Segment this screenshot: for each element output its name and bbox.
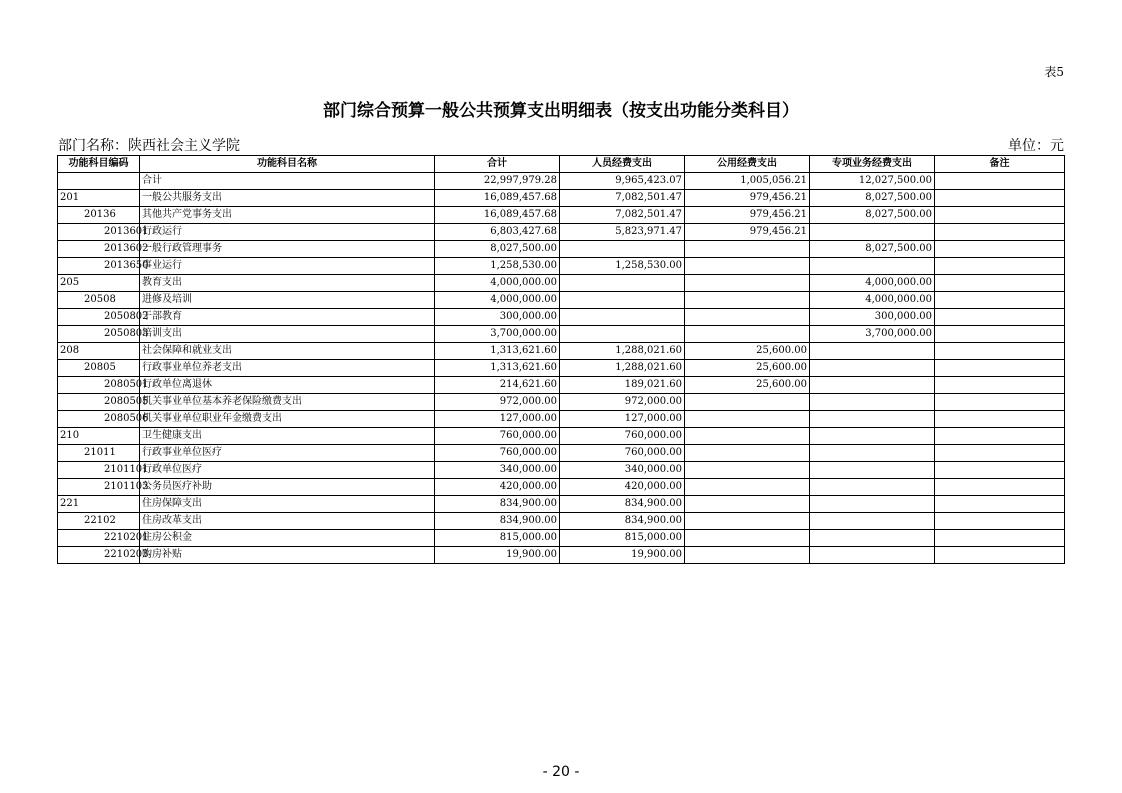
cell-public [685, 292, 810, 309]
cell-name: 事业运行 [140, 258, 435, 275]
cell-code: 21011 [58, 445, 140, 462]
cell-total: 4,000,000.00 [435, 275, 560, 292]
table-row [58, 360, 1065, 377]
table-row [58, 224, 1065, 241]
cell-code: 2050803 [58, 326, 140, 343]
cell-personnel: 760,000.00 [560, 428, 685, 445]
cell-special: 3,700,000.00 [810, 326, 935, 343]
cell-name: 行政运行 [140, 224, 435, 241]
cell-total: 4,000,000.00 [435, 292, 560, 309]
cell-special [810, 479, 935, 496]
cell-code: 2210203 [58, 547, 140, 564]
cell-public [685, 428, 810, 445]
cell-code: 210 [58, 428, 140, 445]
cell-special [810, 496, 935, 513]
cell-public [685, 241, 810, 258]
cell-code: 2101101 [58, 462, 140, 479]
cell-personnel: 1,258,530.00 [560, 258, 685, 275]
table-number: 表5 [1044, 65, 1064, 79]
department-label: 部门名称：陕西社会主义学院 [58, 138, 240, 154]
cell-total: 760,000.00 [435, 445, 560, 462]
cell-code: 2210201 [58, 530, 140, 547]
cell-public: 25,600.00 [685, 377, 810, 394]
cell-public: 25,600.00 [685, 343, 810, 360]
cell-code: 205 [58, 275, 140, 292]
cell-special [810, 513, 935, 530]
cell-code: 201 [58, 190, 140, 207]
table-row [58, 479, 1065, 496]
cell-personnel: 834,900.00 [560, 496, 685, 513]
cell-total: 6,803,427.68 [435, 224, 560, 241]
cell-special: 8,027,500.00 [810, 190, 935, 207]
table-body [58, 173, 1065, 564]
cell-personnel: 127,000.00 [560, 411, 685, 428]
table-row [58, 241, 1065, 258]
cell-code: 2080506 [58, 411, 140, 428]
cell-public [685, 547, 810, 564]
cell-name: 培训支出 [140, 326, 435, 343]
cell-name: 机关事业单位基本养老保险缴费支出 [140, 394, 435, 411]
cell-name: 住房保障支出 [140, 496, 435, 513]
cell-code [58, 173, 140, 190]
cell-code: 22102 [58, 513, 140, 530]
cell-public [685, 309, 810, 326]
cell-total: 1,313,621.60 [435, 360, 560, 377]
cell-public [685, 275, 810, 292]
cell-special: 300,000.00 [810, 309, 935, 326]
cell-personnel [560, 309, 685, 326]
cell-total: 19,900.00 [435, 547, 560, 564]
cell-special [810, 377, 935, 394]
cell-total: 214,621.60 [435, 377, 560, 394]
cell-special [810, 411, 935, 428]
cell-total: 972,000.00 [435, 394, 560, 411]
table-row [58, 258, 1065, 275]
cell-name: 行政事业单位医疗 [140, 445, 435, 462]
header-name: 功能科目名称 [140, 156, 435, 173]
cell-code: 2013650 [58, 258, 140, 275]
cell-name: 住房公积金 [140, 530, 435, 547]
cell-code: 2080505 [58, 394, 140, 411]
table-row [58, 547, 1065, 564]
cell-special [810, 360, 935, 377]
cell-note [935, 190, 1065, 207]
cell-public: 979,456.21 [685, 224, 810, 241]
cell-name: 合计 [140, 173, 435, 190]
cell-code: 208 [58, 343, 140, 360]
cell-note [935, 343, 1065, 360]
cell-note [935, 292, 1065, 309]
cell-public [685, 479, 810, 496]
cell-personnel: 7,082,501.47 [560, 190, 685, 207]
cell-public: 1,005,056.21 [685, 173, 810, 190]
unit-label: 单位：元 [1008, 138, 1064, 154]
cell-note [935, 428, 1065, 445]
header-public: 公用经费支出 [685, 156, 810, 173]
cell-total: 834,900.00 [435, 496, 560, 513]
table-row [58, 292, 1065, 309]
header-special: 专项业务经费支出 [810, 156, 935, 173]
cell-special: 8,027,500.00 [810, 241, 935, 258]
cell-name: 行政事业单位养老支出 [140, 360, 435, 377]
cell-personnel [560, 275, 685, 292]
cell-personnel: 420,000.00 [560, 479, 685, 496]
cell-name: 行政单位医疗 [140, 462, 435, 479]
cell-personnel: 815,000.00 [560, 530, 685, 547]
cell-personnel: 189,021.60 [560, 377, 685, 394]
cell-total: 1,313,621.60 [435, 343, 560, 360]
cell-total: 127,000.00 [435, 411, 560, 428]
cell-personnel: 9,965,423.07 [560, 173, 685, 190]
cell-special: 8,027,500.00 [810, 207, 935, 224]
cell-note [935, 479, 1065, 496]
cell-total: 1,258,530.00 [435, 258, 560, 275]
cell-note [935, 224, 1065, 241]
cell-personnel: 834,900.00 [560, 513, 685, 530]
table-row [58, 275, 1065, 292]
cell-personnel: 7,082,501.47 [560, 207, 685, 224]
table-row [58, 462, 1065, 479]
cell-special: 12,027,500.00 [810, 173, 935, 190]
cell-name: 公务员医疗补助 [140, 479, 435, 496]
cell-special: 4,000,000.00 [810, 275, 935, 292]
cell-special [810, 547, 935, 564]
cell-note [935, 173, 1065, 190]
cell-public [685, 496, 810, 513]
cell-note [935, 513, 1065, 530]
cell-code: 2013602 [58, 241, 140, 258]
cell-total: 420,000.00 [435, 479, 560, 496]
cell-total: 760,000.00 [435, 428, 560, 445]
cell-personnel [560, 326, 685, 343]
cell-personnel: 19,900.00 [560, 547, 685, 564]
table-row [58, 377, 1065, 394]
cell-total: 340,000.00 [435, 462, 560, 479]
cell-special: 4,000,000.00 [810, 292, 935, 309]
cell-note [935, 275, 1065, 292]
header-code: 功能科目编码 [58, 156, 140, 173]
table-row [58, 190, 1065, 207]
cell-personnel [560, 241, 685, 258]
cell-public [685, 445, 810, 462]
cell-name: 社会保障和就业支出 [140, 343, 435, 360]
cell-note [935, 530, 1065, 547]
cell-public [685, 258, 810, 275]
cell-total: 834,900.00 [435, 513, 560, 530]
cell-personnel: 340,000.00 [560, 462, 685, 479]
page-number: - 20 - [542, 764, 580, 780]
table-row [58, 513, 1065, 530]
cell-personnel: 1,288,021.60 [560, 343, 685, 360]
cell-code: 2013601 [58, 224, 140, 241]
cell-special [810, 530, 935, 547]
cell-total: 8,027,500.00 [435, 241, 560, 258]
cell-total: 16,089,457.68 [435, 207, 560, 224]
cell-note [935, 496, 1065, 513]
cell-name: 进修及培训 [140, 292, 435, 309]
cell-name: 住房改革支出 [140, 513, 435, 530]
cell-note [935, 445, 1065, 462]
cell-public [685, 530, 810, 547]
cell-total: 3,700,000.00 [435, 326, 560, 343]
table-row [58, 496, 1065, 513]
cell-public [685, 411, 810, 428]
table-row [58, 207, 1065, 224]
cell-note [935, 411, 1065, 428]
cell-name: 一般行政管理事务 [140, 241, 435, 258]
cell-code: 20805 [58, 360, 140, 377]
cell-public [685, 326, 810, 343]
cell-personnel: 1,288,021.60 [560, 360, 685, 377]
cell-note [935, 309, 1065, 326]
cell-special [810, 445, 935, 462]
table-row [58, 309, 1065, 326]
cell-public [685, 462, 810, 479]
cell-personnel: 5,823,971.47 [560, 224, 685, 241]
cell-name: 行政单位离退休 [140, 377, 435, 394]
cell-name: 购房补贴 [140, 547, 435, 564]
cell-total: 300,000.00 [435, 309, 560, 326]
cell-note [935, 326, 1065, 343]
page-title: 部门综合预算一般公共预算支出明细表（按支出功能分类科目） [323, 101, 799, 121]
cell-name: 其他共产党事务支出 [140, 207, 435, 224]
cell-note [935, 207, 1065, 224]
cell-code: 20508 [58, 292, 140, 309]
cell-note [935, 241, 1065, 258]
cell-code: 20136 [58, 207, 140, 224]
cell-name: 机关事业单位职业年金缴费支出 [140, 411, 435, 428]
cell-public: 979,456.21 [685, 207, 810, 224]
table-row [58, 343, 1065, 360]
header-personnel: 人员经费支出 [560, 156, 685, 173]
cell-note [935, 462, 1065, 479]
table-header-row [58, 156, 1065, 173]
cell-code: 2050802 [58, 309, 140, 326]
cell-public [685, 513, 810, 530]
header-note: 备注 [935, 156, 1065, 173]
budget-table [57, 155, 1065, 564]
cell-public: 979,456.21 [685, 190, 810, 207]
header-total: 合计 [435, 156, 560, 173]
cell-special [810, 258, 935, 275]
cell-note [935, 258, 1065, 275]
cell-name: 干部教育 [140, 309, 435, 326]
cell-personnel [560, 292, 685, 309]
cell-name: 教育支出 [140, 275, 435, 292]
cell-name: 卫生健康支出 [140, 428, 435, 445]
table-row [58, 411, 1065, 428]
cell-total: 16,089,457.68 [435, 190, 560, 207]
cell-special [810, 462, 935, 479]
cell-code: 2101103 [58, 479, 140, 496]
table-row [58, 173, 1065, 190]
table-row [58, 394, 1065, 411]
table-row [58, 530, 1065, 547]
cell-name: 一般公共服务支出 [140, 190, 435, 207]
table-row [58, 428, 1065, 445]
cell-note [935, 377, 1065, 394]
cell-special [810, 394, 935, 411]
cell-total: 22,997,979.28 [435, 173, 560, 190]
table-row [58, 445, 1065, 462]
cell-public [685, 394, 810, 411]
cell-code: 2080501 [58, 377, 140, 394]
cell-code: 221 [58, 496, 140, 513]
cell-special [810, 224, 935, 241]
cell-public: 25,600.00 [685, 360, 810, 377]
cell-personnel: 760,000.00 [560, 445, 685, 462]
cell-total: 815,000.00 [435, 530, 560, 547]
cell-personnel: 972,000.00 [560, 394, 685, 411]
cell-note [935, 394, 1065, 411]
cell-special [810, 428, 935, 445]
cell-note [935, 360, 1065, 377]
cell-note [935, 547, 1065, 564]
table-row [58, 326, 1065, 343]
cell-special [810, 343, 935, 360]
